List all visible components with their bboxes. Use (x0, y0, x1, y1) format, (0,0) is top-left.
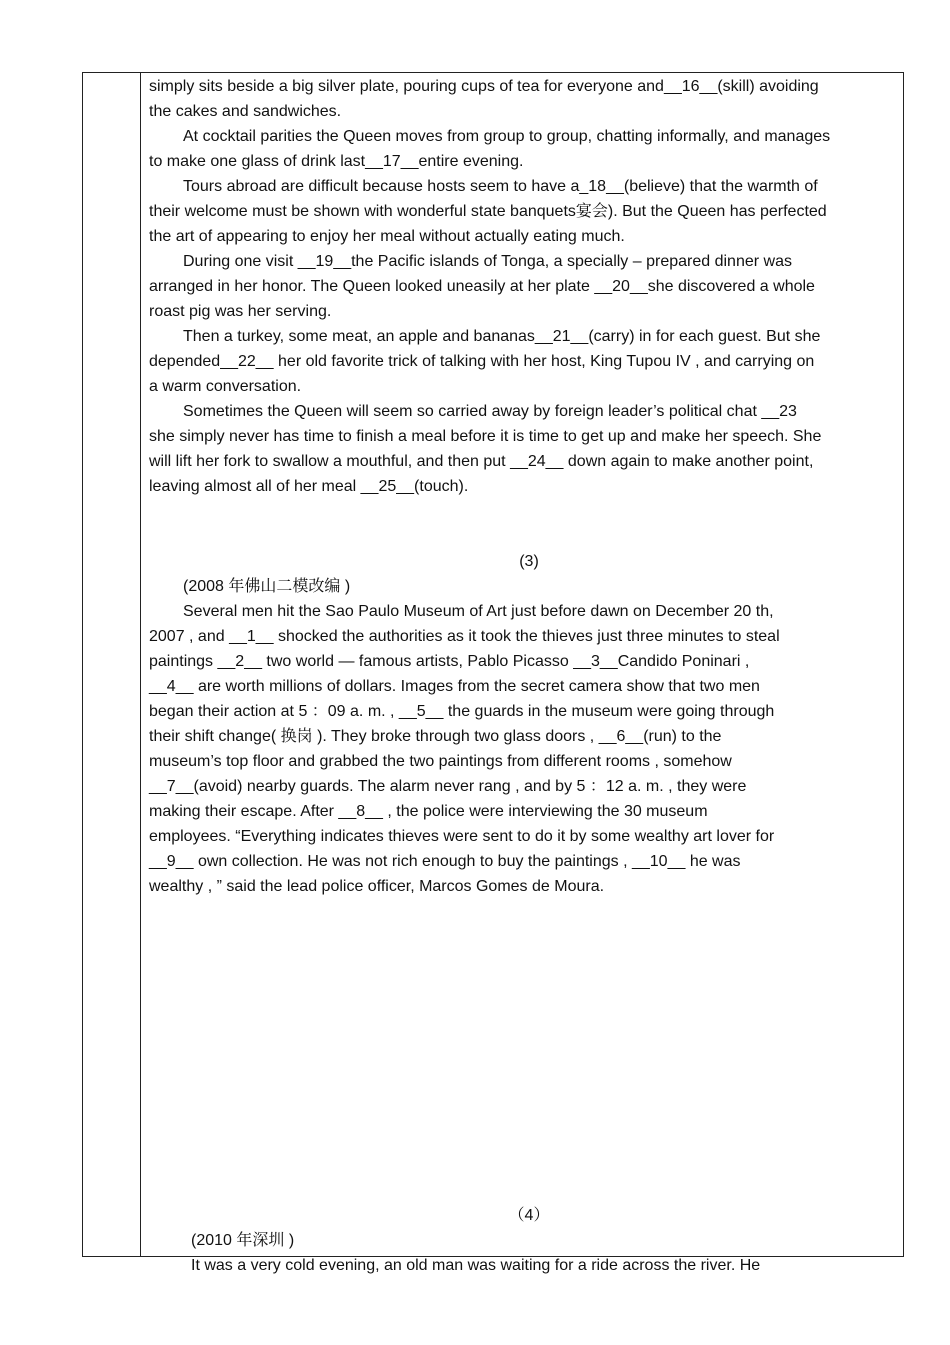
text-line: museum’s top floor and grabbed the two paintings from different rooms , somehow (149, 753, 732, 770)
text-line: paintings __2__ two world — famous artists, Pablo Picasso __3__Candido Poninari , (149, 653, 750, 670)
text-line: roast pig was her serving. (149, 303, 332, 320)
text-line: to make one glass of drink last__17__entire evening. (149, 153, 524, 170)
text-line: __4__ are worth millions of dollars. Images from the secret camera show that two men (149, 678, 760, 695)
text-line: __7__(avoid) nearby guards. The alarm never rang , and by 5 ：12 a. m. , they were (149, 778, 747, 795)
passage-4-source: (2010 年深圳 ) (191, 1232, 295, 1249)
text-line: Several men hit the Sao Paulo Museum of Art just before dawn on December 20 th, (183, 603, 774, 620)
text-line: leaving almost all of her meal __25__(touch). (149, 478, 469, 495)
passage-3 (149, 599, 909, 899)
document-content (149, 74, 909, 1278)
text-line: simply sits beside a big silver plate, pouring cups of tea for everyone and__16__(skill) avoiding (149, 78, 819, 95)
text-line: During one visit __19__the Pacific islands of Tonga, a specially – prepared dinner was (183, 253, 792, 270)
text-line: the cakes and sandwiches. (149, 103, 342, 120)
text-line: depended__22__ her old favorite trick of talking with her host, King Tupou IV , and carrying on (149, 353, 815, 370)
text-line: making their escape. After __8__ , the police were interviewing the 30 museum (149, 803, 708, 820)
text-line: wealthy , ” said the lead police officer, Marcos Gomes de Moura. (149, 878, 605, 895)
text-line: their shift change( 换岗 ). They broke through two glass doors , __6__(run) to the (149, 728, 722, 745)
text-line: employees. “Everything indicates thieves were sent to do it by some wealthy art lover for (149, 828, 775, 845)
passage-4-number: （4） (508, 1207, 550, 1224)
text-line: she simply never has time to finish a meal before it is time to get up and make her speech. She (149, 428, 822, 445)
text-line: will lift her fork to swallow a mouthful, and then put __24__ down again to make another point, (149, 453, 814, 470)
text-line: arranged in her honor. The Queen looked uneasily at her plate __20__she discovered a whole (149, 278, 815, 295)
text-line: 2007 , and __1__ shocked the authorities as it took the thieves just three minutes to steal (149, 628, 780, 645)
text-line: began their action at 5 ：09 a. m. , __5__ the guards in the museum were going through (149, 703, 775, 720)
table-column-divider (140, 72, 141, 1257)
text-line: __9__ own collection. He was not rich enough to buy the paintings , __10__ he was (149, 853, 741, 870)
passage-3-number: (3) (519, 553, 539, 570)
text-line: At cocktail parities the Queen moves from group to group, chatting informally, and manages (183, 128, 831, 145)
text-line: Tours abroad are difficult because hosts seem to have a_18__(believe) that the warmth of (183, 178, 818, 195)
passage-2 (149, 74, 909, 499)
text-line: Then a turkey, some meat, an apple and bananas__21__(carry) in for each guest. But she (183, 328, 821, 345)
passage-4-first-line: It was a very cold evening, an old man was waiting for a ride across the river. He (191, 1257, 761, 1274)
text-line: the art of appearing to enjoy her meal without actually eating much. (149, 228, 625, 245)
passage-3-source: (2008 年佛山二模改编 ) (183, 578, 351, 595)
text-line: Sometimes the Queen will seem so carried away by foreign leader’s political chat __23 (183, 403, 797, 420)
text-line: their welcome must be shown with wonderful state banquets宴会). But the Queen has perfected (149, 203, 827, 220)
text-line: a warm conversation. (149, 378, 302, 395)
